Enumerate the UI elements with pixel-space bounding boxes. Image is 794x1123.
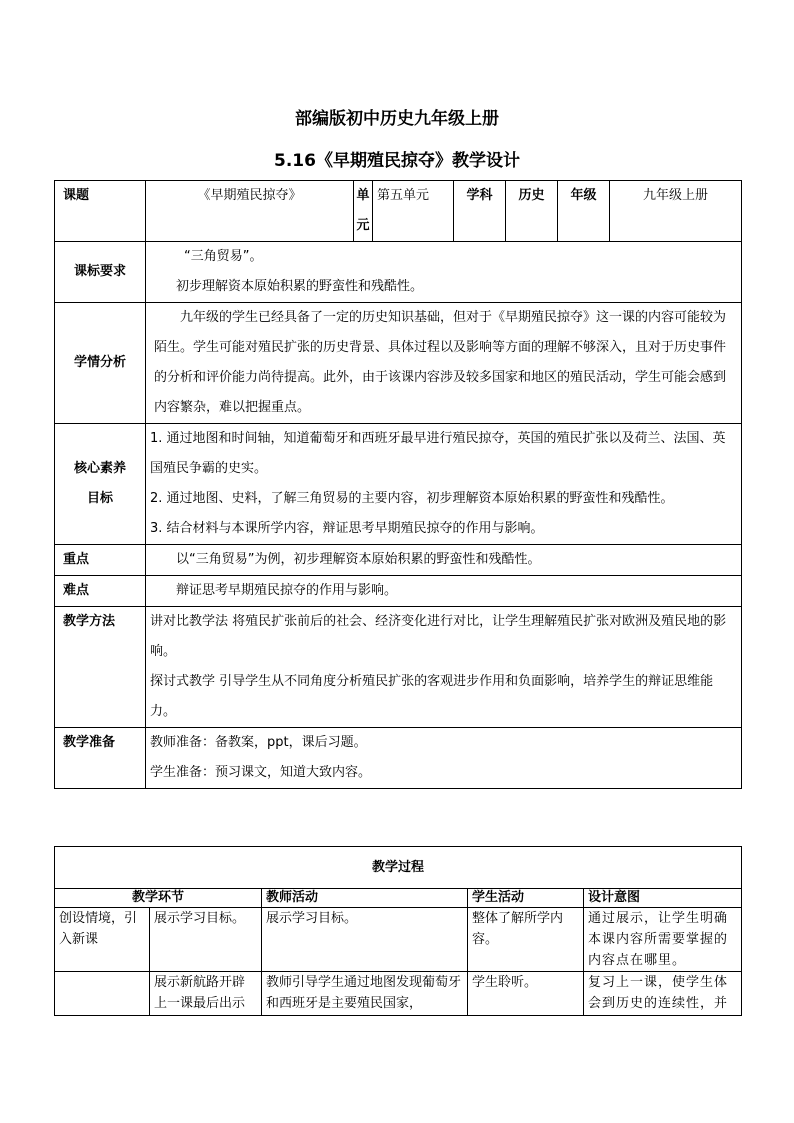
teacher-header: 教师活动	[262, 889, 468, 908]
goals-row	[55, 424, 742, 545]
table-row	[55, 908, 742, 972]
standards-content: “三角贸易”。 初步理解资本原始积累的野蛮性和残酷性。	[146, 242, 742, 303]
teacher-cell: 教师引导学生通过地图发现葡萄牙和西班牙是主要殖民国家，	[262, 972, 468, 1016]
difficulty-label: 难点	[55, 576, 146, 607]
unit-label: 单 元	[354, 181, 373, 242]
key-point-row	[55, 545, 742, 576]
key-point-text: 以“三角贸易”为例，初步理解资本原始积累的野蛮性和残酷性。	[146, 545, 742, 576]
methods-label: 教学方法	[55, 607, 146, 728]
intent-cell: 复习上一课，使学生体会到历史的连续性，并	[584, 972, 742, 1016]
teacher-cell: 展示学习目标。	[262, 908, 468, 972]
preparation-label: 教学准备	[55, 728, 146, 789]
methods-row	[55, 607, 742, 728]
topic-value: 《早期殖民掠夺》	[146, 181, 354, 242]
intent-header: 设计意图	[584, 889, 742, 908]
methods-content: 讲对比教学法 将殖民扩张前后的社会、经济变化进行对比，让学生理解殖民扩张对欧洲及殖民地的影响。 探讨式教学 引导学生从不同角度分析殖民扩张的客观进步作用和负面影响，培养学生的辩证思维能力。	[146, 607, 742, 728]
analysis-label: 学情分析	[55, 303, 146, 424]
goal-item: 1. 通过地图和时间轴，知道葡萄牙和西班牙最早进行殖民掠夺，英国的殖民扩张以及荷兰、法国、英国殖民争霸的史实。	[150, 431, 726, 476]
unit-value: 第五单元	[373, 181, 454, 242]
preparation-content: 教师准备：备教案，ppt，课后习题。 学生准备：预习课文，知道大致内容。	[146, 728, 742, 789]
stage-header: 教学环节	[55, 889, 262, 908]
sub-stage-cell: 展示新航路开辟上一课最后出示	[150, 972, 262, 1016]
goal-item: 2. 通过地图、史料，了解三角贸易的主要内容，初步理解资本原始积累的野蛮性和残酷性。	[150, 491, 674, 506]
grade-label: 年级	[558, 181, 610, 242]
goals-content	[146, 424, 742, 545]
document-subtitle: 5.16《早期殖民掠夺》教学设计	[274, 151, 520, 171]
analysis-text: 九年级的学生已经具备了一定的历史知识基础，但对于《早期殖民掠夺》这一课的内容可能较为陌生。学生可能对殖民扩张的历史背景、具体过程以及影响等方面的理解不够深入，且对于历史事件的分析和评价能力尚待提高。此外，由于该课内容涉及较多国家和地区的殖民活动，学生可能会感到内容繁杂，难以把握重点。	[146, 303, 742, 424]
goals-label: 核心素养 目标	[55, 424, 146, 545]
process-header-row	[55, 889, 742, 908]
preparation-row	[55, 728, 742, 789]
difficulty-text: 辩证思考早期殖民掠夺的作用与影响。	[146, 576, 742, 607]
header-row	[55, 181, 742, 242]
subject-value: 历史	[506, 181, 558, 242]
sub-stage-cell: 展示学习目标。	[150, 908, 262, 972]
analysis-row	[55, 303, 742, 424]
stage-cell	[55, 972, 150, 1016]
table-row	[55, 972, 742, 1016]
subject-label: 学科	[454, 181, 506, 242]
student-cell: 整体了解所学内容。	[468, 908, 584, 972]
student-header: 学生活动	[468, 889, 584, 908]
stage-cell: 创设情境，引入新课	[55, 908, 150, 972]
lesson-info-table	[54, 180, 742, 789]
student-cell: 学生聆听。	[468, 972, 584, 1016]
standards-row	[55, 242, 742, 303]
key-point-label: 重点	[55, 545, 146, 576]
grade-value: 九年级上册	[610, 181, 742, 242]
intent-cell: 通过展示，让学生明确本课内容所需要掌握的内容点在哪里。	[584, 908, 742, 972]
standards-label: 课标要求	[55, 242, 146, 303]
process-table	[54, 846, 742, 1016]
difficulty-row	[55, 576, 742, 607]
topic-label: 课题	[55, 181, 146, 242]
process-title: 教学过程	[55, 847, 742, 889]
goal-item: 3. 结合材料与本课所学内容，辩证思考早期殖民掠夺的作用与影响。	[150, 521, 544, 536]
document-title: 部编版初中历史九年级上册	[295, 109, 499, 129]
